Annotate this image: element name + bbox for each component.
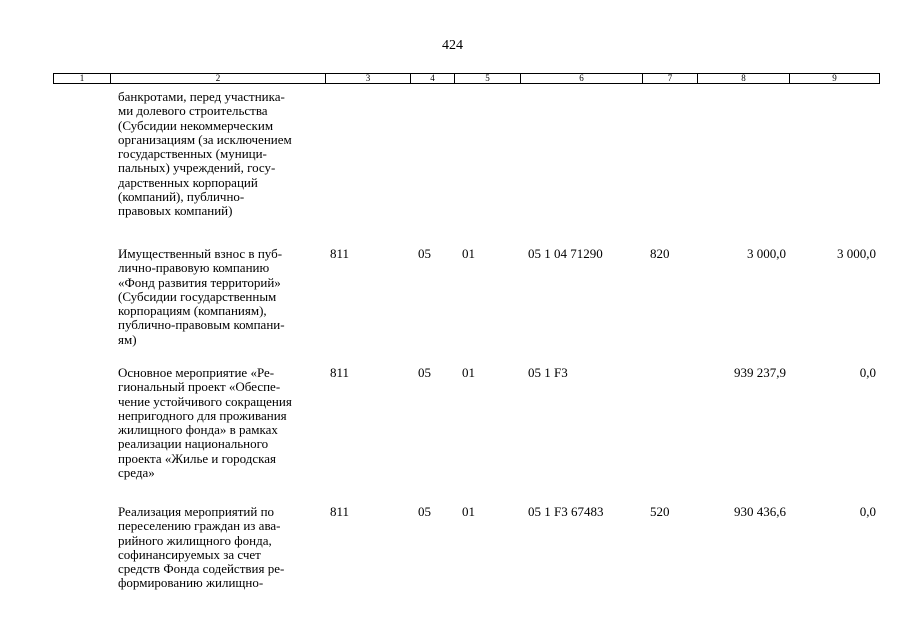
header-col-1: 1 [54,74,111,84]
row-name-line: пальных) учреждений, госу- [118,160,276,176]
row-name [118,90,323,219]
row-name [118,247,323,347]
row-name-line: ям) [118,331,137,347]
row-name-line: рийного жилищного фонда, [118,532,272,548]
row-name-line: реализации национального [118,436,269,452]
row-name-line: лично-правовую компанию [118,260,270,276]
cell-col-3: 811 [330,504,350,519]
header-col-2: 2 [111,74,326,84]
cell-col-4: 05 [418,365,431,380]
row-name-line: Имущественный взнос в пуб- [118,246,283,261]
cell-col-9: 3 000,0 [837,246,876,261]
cell-col-5: 01 [462,246,475,261]
row-name-line: жилищного фонда» в рамках [118,422,278,438]
row-name-line: Основное мероприятие «Ре- [118,365,275,380]
cell-col-5: 01 [462,365,475,380]
cell-col-3: 811 [330,365,350,380]
row-name-line: (Субсидии государственным [118,288,277,304]
row-name-line: корпорациям (компаниям), [118,303,267,319]
row-name [118,505,323,591]
row-name-line: банкротами, перед участника- [118,89,285,104]
cell-col-3: 811 [330,246,350,261]
row-name-line: (Субсидии некоммерческим [118,117,274,133]
row-name [118,366,323,480]
row-name-line: проекта «Жилье и городская [118,450,277,466]
header-col-9: 9 [790,74,880,84]
header-col-5: 5 [455,74,521,84]
header-row [54,74,880,84]
row-name-line: Реализация мероприятий по [118,504,275,519]
cell-col-4: 05 [418,504,431,519]
row-name-line: государственных (муници- [118,146,267,162]
column-number-header [53,73,880,84]
row-name-line: гиональный проект «Обеспе- [118,379,281,395]
cell-col-8: 939 237,9 [734,365,786,380]
header-col-4: 4 [411,74,455,84]
row-name-line: дарственных корпораций [118,174,258,190]
row-name-line: средств Фонда содействия ре- [118,561,285,577]
row-name-line: непригодного для проживания [118,407,287,423]
header-col-7: 7 [643,74,698,84]
row-name-line: публично-правовым компани- [118,317,285,333]
cell-col-4: 05 [418,246,431,261]
cell-col-8: 930 436,6 [734,504,786,519]
cell-col-8: 3 000,0 [747,246,786,261]
row-name-line: (компаний), публично- [118,189,245,205]
cell-col-5: 01 [462,504,475,519]
cell-col-6: 05 1 F3 [528,365,568,380]
row-name-line: чение устойчивого сокращения [118,393,292,409]
page-number: 424 [442,38,463,53]
cell-col-7: 820 [650,246,670,261]
row-name-line: «Фонд развития территорий» [118,274,281,290]
header-col-6: 6 [521,74,643,84]
header-col-3: 3 [326,74,411,84]
cell-col-6: 05 1 04 71290 [528,246,603,261]
header-col-8: 8 [698,74,790,84]
cell-col-7: 520 [650,504,670,519]
row-name-line: правовых компаний) [118,203,233,219]
row-name-line: организациям (за исключением [118,131,292,147]
row-name-line: среда» [118,465,155,481]
row-name-line: формированию жилищно- [118,575,264,591]
cell-col-9: 0,0 [859,365,876,380]
row-name-line: ми долевого строительства [118,103,268,119]
cell-col-9: 0,0 [859,504,876,519]
cell-col-6: 05 1 F3 67483 [528,504,604,519]
row-name-line: переселению граждан из ава- [118,518,281,534]
row-name-line: софинансируемых за счет [118,546,261,562]
